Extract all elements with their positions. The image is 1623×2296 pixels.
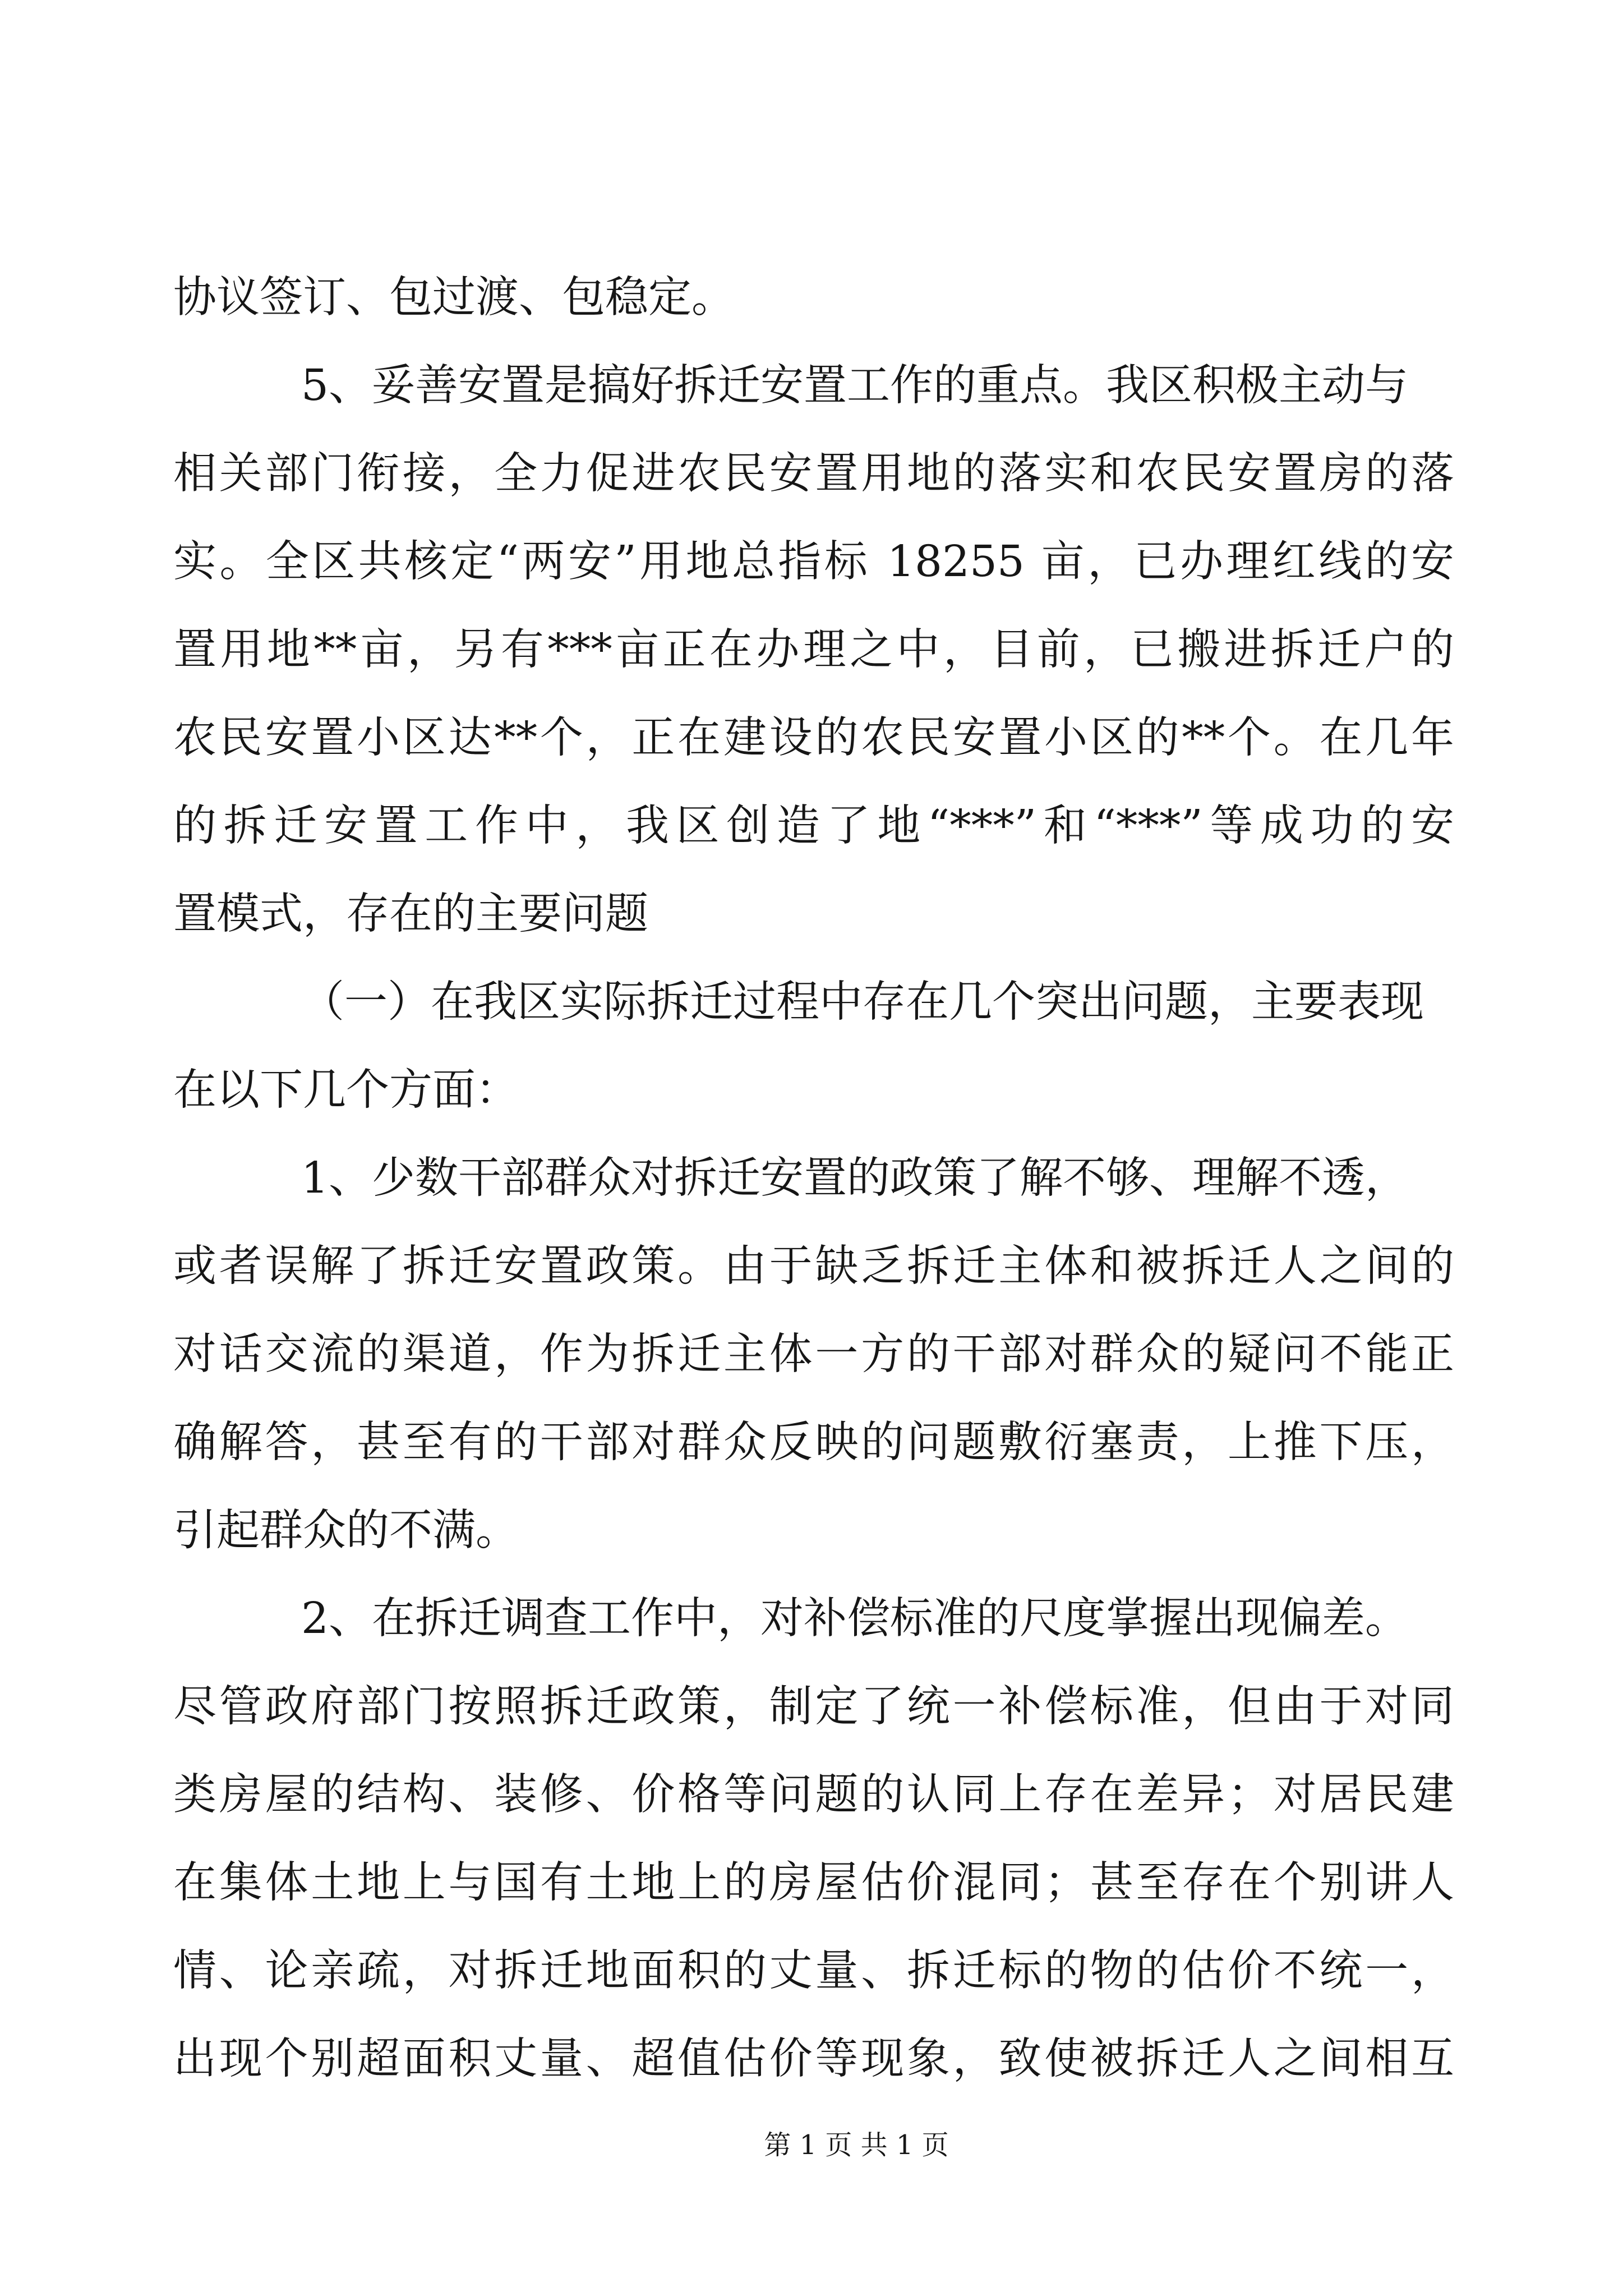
paragraph-line: 情、论亲疏，对拆迁地面积的丈量、拆迁标的物的估价不统一， <box>173 1946 1454 1996</box>
paragraph <box>173 1134 1454 1575</box>
section-heading-line: （一）在我区实际拆迁过程中存在几个突出问题，主要表现 <box>301 977 1424 1027</box>
paragraph-line: 实。全区共核定“两安”用地总指标 18255 亩，已办理红线的安 <box>173 537 1454 587</box>
body-text <box>173 254 1454 2103</box>
paragraph-line: 的拆迁安置工作中，我区创造了地“***”和“***”等成功的安 <box>173 801 1454 851</box>
section-heading-line: 在以下几个方面： <box>173 1065 519 1115</box>
paragraph-line: 置用地**亩，另有***亩正在办理之中，目前，已搬进拆迁户的 <box>173 625 1454 675</box>
paragraph-line: 尽管政府部门按照拆迁政策，制定了统一补偿标准，但由于对同 <box>173 1682 1454 1732</box>
paragraph-line: 5、妥善安置是搞好拆迁安置工作的重点。我区积极主动与 <box>301 361 1408 411</box>
paragraph <box>173 1575 1454 2103</box>
paragraph <box>173 342 1454 958</box>
paragraph-line: 农民安置小区达**个，正在建设的农民安置小区的**个。在几年 <box>173 713 1454 763</box>
page-footer: 第 1 页 共 1 页 <box>764 2129 949 2161</box>
paragraph-line: 置模式，存在的主要问题 <box>173 889 648 939</box>
paragraph-line: 类房屋的结构、装修、价格等问题的认同上存在差异；对居民建 <box>173 1770 1454 1820</box>
paragraph-line: 在集体土地上与国有土地上的房屋估价混同；甚至存在个别讲人 <box>173 1858 1454 1908</box>
paragraph-line: 对话交流的渠道，作为拆迁主体一方的干部对群众的疑问不能正 <box>173 1329 1454 1379</box>
paragraph-line: 2、在拆迁调查工作中，对补偿标准的尺度掌握出现偏差。 <box>301 1594 1408 1644</box>
paragraph-line: 相关部门衔接，全力促进农民安置用地的落实和农民安置房的落 <box>173 449 1454 499</box>
paragraph-line: 或者误解了拆迁安置政策。由于缺乏拆迁主体和被拆迁人之间的 <box>173 1241 1454 1291</box>
paragraph-line: 引起群众的不满。 <box>173 1506 519 1556</box>
paragraph <box>173 958 1454 1134</box>
paragraph-line: 确解答，甚至有的干部对群众反映的问题敷衍塞责，上推下压， <box>173 1418 1454 1467</box>
paragraph-line: 出现个别超面积丈量、超值估价等现象，致使被拆迁人之间相互 <box>173 2034 1454 2084</box>
paragraph-line: 1、少数干部群众对拆迁安置的政策了解不够、理解不透， <box>301 1153 1408 1203</box>
paragraph <box>173 254 1454 342</box>
paragraph-line: 协议签订、包过渡、包稳定。 <box>173 273 735 323</box>
